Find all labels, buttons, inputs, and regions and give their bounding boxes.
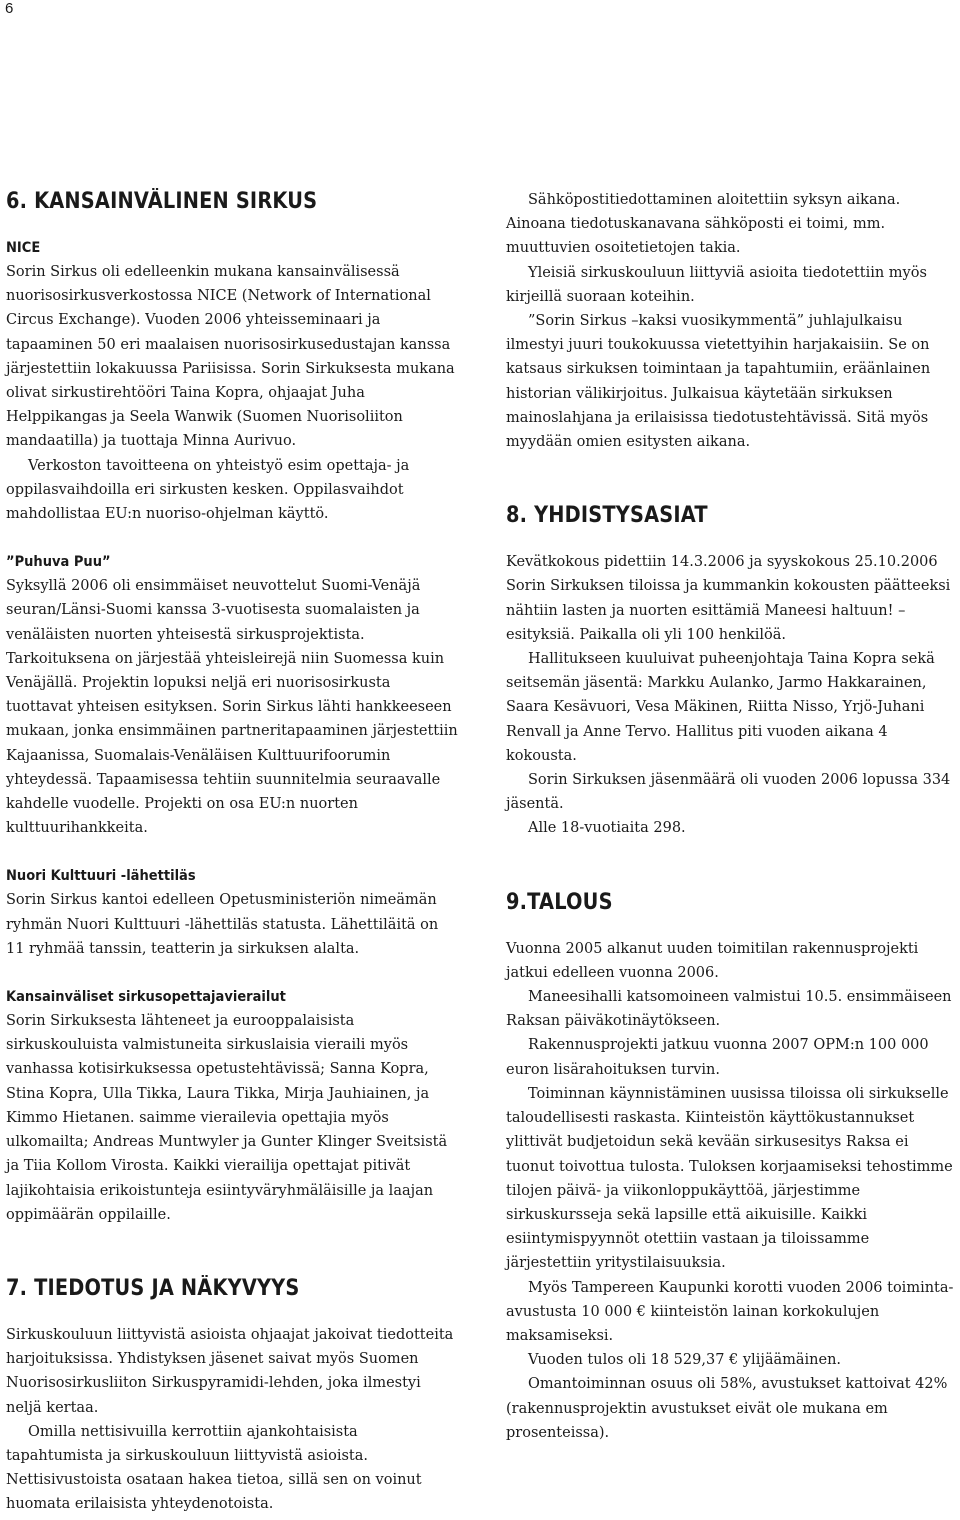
section-9-paragraph-7: Omantoiminnan osuus oli 58%, avustukset kattoivat 42% (rakennusprojektin avustukset eivät ole mukana em prosenteissa). [506, 1376, 948, 1441]
section-8-title: 8. YHDISTYSASIAT [506, 503, 708, 529]
page-number: 6 [5, 0, 14, 17]
section-9-paragraph-2: Maneesihalli katsomoineen valmistui 10.5. ensimmäiseen Raksan päiväkotinäytökseen. [506, 989, 952, 1030]
section-7-title: 7. TIEDOTUS JA NÄKYVYYS [6, 1275, 300, 1301]
opettajavierailut-paragraph: Sorin Sirkuksesta lähteneet ja eurooppalaisista sirkuskouluista valmistuneita sirkuslaisia vieraili myös vanhassa kotisirkuksessa opetustehtävissä; Sanna Kopra, Stina Kopra, Ulla Tikka, Laura Tikka, Mirja Jauhiainen, ja Kimmo Hietanen. saimme vierailevia opettajia myös ulkomailta; Andreas Muntwyler ja Gunter Klinger Sveitsistä ja Tiia Kollom Virosta. Kaikki vierailija opettajat pitivät lajikohtaisia erikoistunteja esiintyväryhmäläisille ja laajan oppimäärän oppilaille. [6, 1013, 448, 1223]
section-9-paragraph-3: Rakennusprojekti jatkuu vuonna 2007 OPM:n 100 000 euron lisärahoituksen turvin. [506, 1037, 929, 1078]
puhuva-puu-paragraph: Syksyllä 2006 oli ensimmäiset neuvottelut Suomi-Venäjä seuran/Länsi-Suomi kanssa 3-vuotisesta suomalaisten ja venäläisten nuorten yhteisestä sirkusprojektista. Tarkoituksena on järjestää yhteisleirejä niin Suomessa kuin Venäjällä. Projektin lopuksi neljä eri nuorisosirkusta tuottavat yhteisen esityksen. Sorin Sirkus lähti hankkeeseen mukaan, jonka ensimmäinen partneritapaaminen järjestettiin Kajaanissa, Suomalais-Venäläisen Kulttuurifoorumin yhteydessä. Tapaamisessa tehtiin suunnitelmia seuraavalle kahdelle vuodelle. Projekti on osa EU:n nuorten kulttuurihankkeita. [6, 578, 458, 837]
right-column [506, 188, 958, 1445]
nuori-kulttuuri-paragraph: Sorin Sirkus kantoi edelleen Opetusministeriön nimeämän ryhmän Nuori Kulttuuri -lähettiläs statusta. Lähettiläitä on 11 ryhmää tanssin, teatterin ja sirkuksen alalta. [6, 892, 439, 957]
section-7-paragraph-3: Sähköpostitiedottaminen aloitettiin syksyn aikana. Ainoana tiedotuskanavana sähköposti ei toimi, mm. muuttuvien osoitetietojen takia. [506, 192, 901, 257]
left-column [6, 188, 458, 1517]
section-7-paragraph-4: Yleisiä sirkuskouluun liittyviä asioita tiedotettiin myös kirjeillä suoraan koteihin. [506, 264, 927, 305]
opettajavierailut-heading: Kansainväliset sirkusopettajavierailut [6, 989, 286, 1006]
section-8-paragraph-3: Sorin Sirkuksen jäsenmäärä oli vuoden 2006 lopussa 334 jäsentä. [506, 772, 951, 813]
section-9-title: 9.TALOUS [506, 889, 613, 915]
section-9-paragraph-6: Vuoden tulos oli 18 529,37 € ylijäämäinen. [528, 1352, 842, 1369]
nice-paragraph-2: Verkoston tavoitteena on yhteistyö esim opettaja- ja oppilasvaihdoilla eri sirkusten kesken. Oppilasvaihdot mahdollistaa EU:n nuoriso-ohjelman käyttö. [6, 457, 410, 523]
nice-paragraph-1: Sorin Sirkus oli edelleenkin mukana kansainvälisessä nuorisosirkusverkostossa NICE (Network of International Circus Exchange). Vuoden 2006 yhteisseminaari ja tapaaminen 50 eri maalaisen nuorisosirkusedustajan kanssa järjestettiin lokakuussa Pariisissa. Sorin Sirkuksesta mukana olivat sirkustirehtööri Taina Kopra, ohjaajat Juha Helppikangas ja Seela Wanwik (Suomen Nuorisoliiton mandaatilla) ja tuottaja Minna Aurivuo. [6, 264, 455, 450]
section-6-title: 6. KANSAINVÄLINEN SIRKUS [6, 189, 318, 214]
puhuva-puu-heading: ”Puhuva Puu” [6, 554, 111, 571]
section-9-paragraph-5: Myös Tampereen Kaupunki korotti vuoden 2006 toiminta-avustusta 10 000 € kiinteistön lainan korkokulujen maksamiseksi. [506, 1279, 954, 1344]
section-9-paragraph-1: Vuonna 2005 alkanut uuden toimitilan rakennusprojekti jatkui edelleen vuonna 2006. [506, 940, 919, 981]
section-8-paragraph-1: Kevätkokous pidettiin 14.3.2006 ja syyskokous 25.10.2006 Sorin Sirkuksen tiloissa ja kummankin kokousten päätteeksi nähtiin lasten ja nuorten esittämiä Maneesi haltuun! –esityksiä. Paikalla oli yli 100 henkilöä. [506, 554, 951, 643]
section-7-paragraph-5: ”Sorin Sirkus –kaksi vuosikymmentä” juhlajulkaisu ilmestyi juuri toukokuussa vietettyihin harjakaisiin. Se on katsaus sirkuksen toimintaan ja tapahtumiin, eräänlainen historian välikirjoitus. Julkaisua käytetään sirkuksen mainoslahjana ja erilaisissa tiedotustehtävissä. Sitä myös myydään omien esitysten aikana. [506, 313, 931, 451]
section-9-paragraph-4: Toiminnan käynnistäminen uusissa tiloissa oli sirkukselle taloudellisesti raskasta. Kiinteistön käyttökustannukset ylittivät budjetoidun sekä kevään sirkusesitys Raksa ei tuonut toivottua tulosta. Tuloksen korjaamiseksi tehostimme tilojen päivä- ja viikonloppukäyttöä, järjestimme sirkuskursseja sekä lapsille että aikuisille. Kaikki esiintymispyynnöt otettiin vastaan ja tiloissamme järjestettiin yritystilaisuuksia. [506, 1085, 953, 1272]
section-7-paragraph-2: Omilla nettisivuilla kerrottiin ajankohtaisista tapahtumista ja sirkuskouluun liittyvistä asioista. Nettisivustoista osataan hakea tietoa, sillä sen on voinut huomata erilaisista yhteydenotoista. [6, 1423, 422, 1513]
nuori-kulttuuri-heading: Nuori Kulttuuri -lähettiläs [6, 868, 196, 885]
section-7-paragraph-1: Sirkuskouluun liittyvistä asioista ohjaajat jakoivat tiedotteita harjoituksissa. Yhdistyksen jäsenet saivat myös Suomen Nuorisosirkusliiton Sirkuspyramidi-lehden, joka ilmestyi neljä kertaa. [6, 1326, 454, 1416]
nice-heading: NICE [6, 240, 41, 256]
section-8-paragraph-2: Hallitukseen kuuluivat puheenjohtaja Taina Kopra sekä seitsemän jäsentä: Markku Aulanko, Jarmo Hakkarainen, Saara Kesävuori, Vesa Mäkinen, Riitta Nisso, Yrjö-Juhani Renvall ja Anne Tervo. Hallitus piti vuoden aikana 4 kokousta. [506, 651, 935, 764]
section-8-paragraph-4: Alle 18-vuotiaita 298. [528, 820, 686, 837]
